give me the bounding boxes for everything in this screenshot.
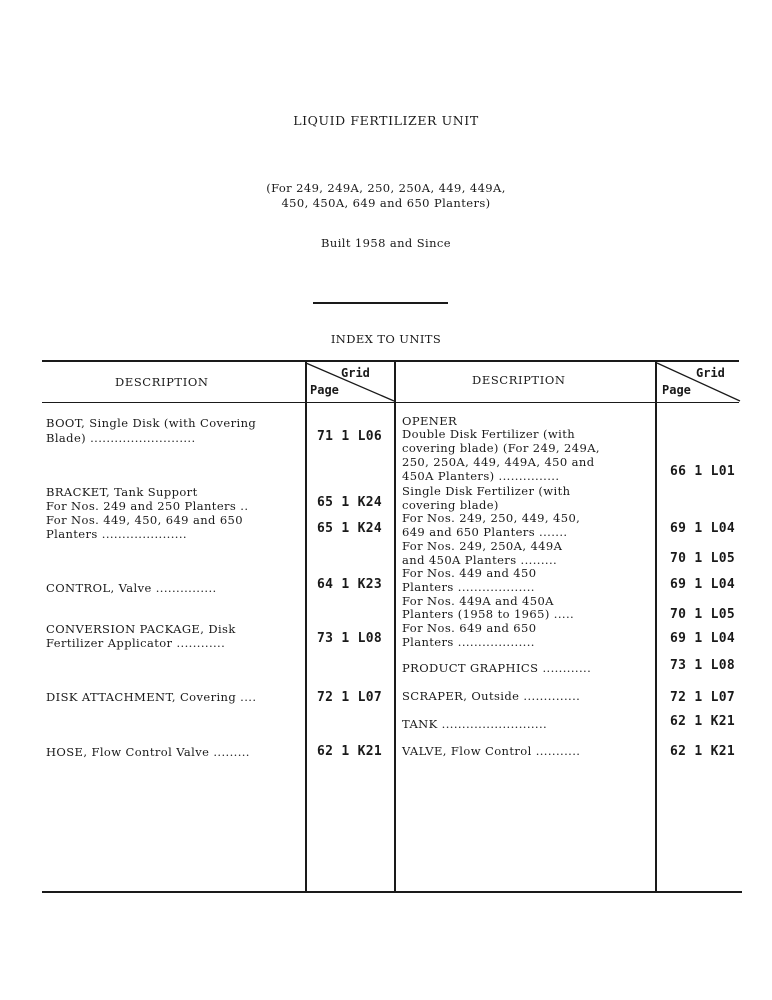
ref-single-disk-249-450a: 70 1 L05	[670, 551, 736, 566]
ref-tank: 62 1 K21	[670, 714, 736, 729]
ref-single-disk-449a-450a: 70 1 L05	[670, 607, 736, 622]
entry-single-disk-line-7: For Nos. 449 and 450	[402, 566, 537, 580]
ref-control-valve: 64 1 K23	[317, 577, 383, 592]
entry-single-disk-line-9: For Nos. 449A and 450A	[402, 594, 554, 608]
entry-bracket-line-1: BRACKET, Tank Support	[46, 485, 198, 499]
ref-valve-flow-control: 62 1 K21	[670, 744, 736, 759]
entry-single-disk-line-4: 649 and 650 Planters .......	[402, 525, 568, 539]
column-divider-1	[305, 362, 307, 892]
entry-opener-line-3: covering blade) (For 249, 249A,	[402, 441, 600, 455]
entry-product-graphics: PRODUCT GRAPHICS ............	[402, 661, 592, 675]
entry-single-disk-line-12: Planters ...................	[402, 635, 535, 649]
title-divider	[313, 302, 448, 304]
entry-conversion-line-1: CONVERSION PACKAGE, Disk	[46, 622, 236, 636]
ref-bracket-249-250: 65 1 K24	[317, 495, 383, 510]
entry-single-disk-line-2: covering blade)	[402, 498, 499, 512]
column-divider-3	[655, 362, 657, 892]
entry-tank: TANK ..........................	[402, 717, 548, 731]
entry-opener-line-5: 450A Planters) ...............	[402, 469, 560, 483]
index-title: INDEX TO UNITS	[330, 332, 442, 346]
table-bottom-rule	[42, 891, 742, 893]
entry-single-disk-line-6: and 450A Planters .........	[402, 553, 558, 567]
entry-bracket-line-4: Planters .....................	[46, 527, 187, 541]
ref-single-disk-649-650: 69 1 L04	[670, 631, 736, 646]
ref-scraper: 72 1 L07	[670, 690, 736, 705]
entry-single-disk-line-1: Single Disk Fertilizer (with	[402, 484, 571, 498]
entry-opener-line-2: Double Disk Fertilizer (with	[402, 427, 576, 441]
column-divider-2	[394, 362, 396, 892]
entry-disk-attachment: DISK ATTACHMENT, Covering ....	[46, 690, 257, 704]
ref-conversion-package: 73 1 L08	[317, 631, 383, 646]
page-label-right: Page	[662, 383, 691, 397]
ref-product-graphics: 73 1 L08	[670, 658, 736, 673]
right-description-header: DESCRIPTION	[472, 373, 566, 387]
entry-bracket-line-3: For Nos. 449, 450, 649 and 650	[46, 513, 243, 527]
ref-single-disk-249-650: 69 1 L04	[670, 521, 736, 536]
entry-conversion-line-2: Fertilizer Applicator ............	[46, 636, 226, 650]
entry-single-disk-line-5: For Nos. 249, 250A, 449A	[402, 539, 563, 553]
page-label-left: Page	[310, 383, 339, 397]
entry-single-disk-line-8: Planters ...................	[402, 580, 535, 594]
table-header-rule	[42, 402, 739, 403]
ref-hose: 62 1 K21	[317, 744, 383, 759]
ref-disk-attachment: 72 1 L07	[317, 690, 383, 705]
entry-bracket-line-2: For Nos. 249 and 250 Planters ..	[46, 499, 249, 513]
entry-boot-line-2: Blade) ..........................	[46, 431, 196, 445]
applicability-line-2: 450, 450A, 649 and 650 Planters)	[281, 196, 491, 210]
entry-scraper: SCRAPER, Outside ..............	[402, 689, 581, 703]
entry-opener-line-4: 250, 250A, 449, 449A, 450 and	[402, 455, 595, 469]
left-description-header: DESCRIPTION	[115, 375, 209, 389]
ref-opener-double-disk: 66 1 L01	[670, 464, 736, 479]
document-title: LIQUID FERTILIZER UNIT	[293, 113, 479, 128]
built-note: Built 1958 and Since	[321, 236, 451, 250]
entry-control-valve: CONTROL, Valve ...............	[46, 581, 217, 595]
entry-valve-flow-control: VALVE, Flow Control ...........	[402, 744, 581, 758]
ref-single-disk-449-450: 69 1 L04	[670, 577, 736, 592]
entry-single-disk-line-11: For Nos. 649 and 650	[402, 621, 537, 635]
entry-single-disk-line-3: For Nos. 249, 250, 449, 450,	[402, 511, 581, 525]
entry-opener-heading: OPENER	[402, 414, 458, 428]
entry-single-disk-line-10: Planters (1958 to 1965) .....	[402, 607, 575, 621]
grid-label-right: Grid	[696, 366, 725, 380]
entry-hose: HOSE, Flow Control Valve .........	[46, 745, 250, 759]
grid-label-left: Grid	[341, 366, 370, 380]
entry-boot-line-1: BOOT, Single Disk (with Covering	[46, 416, 257, 430]
applicability-line-1: (For 249, 249A, 250, 250A, 449, 449A,	[266, 181, 506, 195]
ref-boot: 71 1 L06	[317, 429, 383, 444]
ref-bracket-449-650: 65 1 K24	[317, 521, 383, 536]
